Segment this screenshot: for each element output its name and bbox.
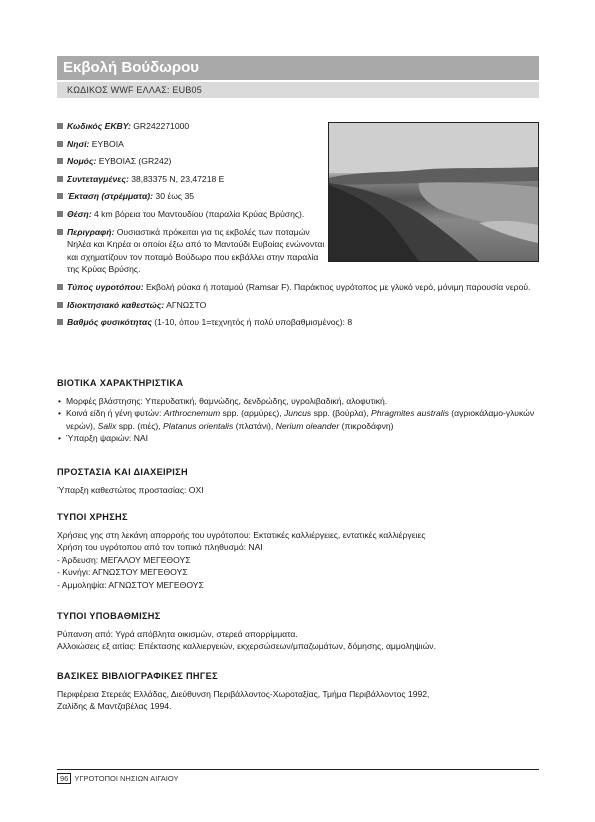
field-value: ΕΥΒΟΙΑ <box>89 138 124 149</box>
field-coordinates <box>57 173 327 186</box>
section-line: Ρύπανση από: Υγρά απόβλητα οικισμών, στερεά απορρίμματα. <box>57 628 298 639</box>
page-number: 96 <box>57 773 71 784</box>
section-line: Χρήση του υγρότοπου από τον τοπικό πληθυσμό: ΝΑΙ <box>57 542 263 553</box>
field-value: GR242271000 <box>130 121 190 131</box>
field-value: (1-10, όπου 1=τεχνητός ή πολύ υποβαθμισμένος): 8 <box>151 317 353 328</box>
field-island <box>57 138 327 151</box>
square-bullet-icon <box>57 158 63 164</box>
section-heading: ΤΥΠΟΙ ΧΡΗΣΗΣ <box>57 512 128 522</box>
species-common: (πικροδάφνη) <box>339 420 394 431</box>
field-prefecture <box>57 155 327 168</box>
section-uses <box>57 511 539 592</box>
species-name: Juncus <box>284 408 312 419</box>
field-label: Έκταση (στρέμματα): <box>67 191 154 202</box>
footer-text: ΥΓΡΟΤΟΠΟΙ ΝΗΣΙΩΝ ΑΙΓΑΙΟΥ <box>74 774 179 783</box>
section-degradation <box>57 610 539 653</box>
list-item: • Ύπαρξη ψαριών: ΝΑΙ <box>57 432 539 445</box>
square-bullet-icon <box>57 319 63 325</box>
species-name: Phragmites australis <box>371 408 449 419</box>
section-line: Ζαλίδης & Μαντζαβέλας 1994. <box>57 701 172 712</box>
field-label: Περιγραφή: <box>67 226 115 237</box>
section-protection <box>57 466 539 496</box>
species-common: spp. (ιτιές), <box>116 420 164 431</box>
section-line: - Αμμοληψία: ΑΓΝΩΣΤΟΥ ΜΕΓΕΘΟΥΣ <box>57 579 204 590</box>
list-item: • Μορφές βλάστησης: Υπερυδατική, θαμνώδης, δενδρώδης, υγρολιβαδική, αλοφυτική. <box>57 395 539 408</box>
field-label: Ιδιοκτησιακό καθεστώς: <box>67 299 165 310</box>
field-label: Νησί: <box>67 138 90 149</box>
square-bullet-icon <box>57 211 63 217</box>
section-heading: ΠΡΟΣΤΑΣΙΑ ΚΑΙ ΔΙΑΧΕΙΡΙΣΗ <box>57 467 188 477</box>
section-line: - Κυνήγι: ΑΓΝΩΣΤΟΥ ΜΕΓΕΘΟΥΣ <box>57 567 188 578</box>
field-ekby <box>57 120 327 133</box>
square-bullet-icon <box>57 123 63 129</box>
species-common: (αγριοκάλαμο-γλυκών νερών), <box>66 408 535 431</box>
species-name: Nerium oleander <box>275 420 340 431</box>
section-references <box>57 670 539 713</box>
field-label: Κωδικός ΕΚΒΥ: <box>67 121 131 131</box>
field-location <box>57 208 327 221</box>
species-prefix: Κοινά είδη ή γένη φυτών: <box>66 408 164 419</box>
section-heading: ΒΑΣΙΚΕΣ ΒΙΒΛΙΟΓΡΑΦΙΚΕΣ ΠΗΓΕΣ <box>57 671 218 681</box>
footer-divider <box>57 769 539 770</box>
species-common: spp. (βούρλα), <box>311 408 372 419</box>
field-naturalness <box>57 316 539 329</box>
section-biotic <box>57 377 539 445</box>
square-bullet-icon <box>57 284 63 290</box>
section-line: - Άρδευση: ΜΕΓΑΛΟΥ ΜΕΓΕΘΟΥΣ <box>57 554 191 565</box>
square-bullet-icon <box>57 176 63 182</box>
section-heading: ΤΥΠΟΙ ΥΠΟΒΑΘΜΙΣΗΣ <box>57 611 161 621</box>
section-line: Αλλοιώσεις εξ αιτίας: Επέκτασης καλλιεργειών, εκχερσώσεων/μπαζωμάτων, δόμησης, αμμοληψιών. <box>57 641 436 652</box>
square-bullet-icon <box>57 229 63 235</box>
field-value: Ουσιαστικά πρόκειται για τις εκβολές των ποταμών Νηλέα και Κηρέα οι οποίοι έξω από το Μαντούδι Ευβοίας ενώνονται και σχηματίζουν τον ποταμό Βούδωρο που εκβάλλει στην παραλία της Κρύας Βρύσης. <box>67 226 325 275</box>
field-value: 4 km βόρεια του Μαντουδίου (παραλία Κρύας Βρύσης). <box>91 208 305 219</box>
field-value: ΕΥΒΟΙΑΣ (GR242) <box>96 156 172 167</box>
square-bullet-icon <box>57 193 63 199</box>
field-value: ΑΓΝΩΣΤΟ <box>164 299 207 310</box>
field-value: 30 έως 35 <box>153 191 195 202</box>
field-value: Εκβολή ρύακα ή ποταμού (Ramsar F). Παράκτιος υγρότοπος με γλυκό νερό, μόνιμη παρουσία νερού. <box>143 281 531 292</box>
biotic-list <box>57 395 539 445</box>
species-common: spp. (αρμύρες), <box>220 408 284 419</box>
field-label: Συντεταγμένες: <box>67 173 129 184</box>
wwf-code: ΚΩΔΙΚΟΣ WWF ΕΛΛΑΣ: EUB05 <box>57 82 539 98</box>
field-value: 38,83375 N, 23,47218 E <box>128 173 225 184</box>
species-common: (πλατάνι), <box>233 420 276 431</box>
species-name: Platanus orientalis <box>163 420 234 431</box>
square-bullet-icon <box>57 141 63 147</box>
field-area <box>57 190 327 203</box>
field-label: Νομός: <box>67 156 97 167</box>
species-name: Salix <box>97 420 117 431</box>
list-item <box>57 407 539 432</box>
field-ownership <box>57 299 539 312</box>
field-wetland-type <box>57 281 539 294</box>
section-line: Περιφέρεια Στερεάς Ελλάδας, Διεύθυνση Περιβάλλοντος-Χωροταξίας, Τμήμα Περιβάλλοντος 1992, <box>57 688 430 699</box>
page-footer <box>57 774 178 784</box>
section-text: Ύπαρξη καθεστώτος προστασίας: ΟΧΙ <box>57 484 204 495</box>
species-name: Arthrocnemum <box>163 408 221 419</box>
page-title: Εκβολή Βούδωρου <box>57 56 539 80</box>
section-line: Χρήσεις γης στη λεκάνη απορροής του υγρότοπου: Εκτατικές καλλιέργειες, εντατικές καλλιέργειες <box>57 529 426 540</box>
field-label: Θέση: <box>67 208 92 219</box>
section-heading: ΒΙΟΤΙΚΑ ΧΑΡΑΚΤΗΡΙΣΤΙΚΑ <box>57 378 184 388</box>
field-label: Βαθμός φυσικότητας <box>67 317 152 328</box>
square-bullet-icon <box>57 302 63 308</box>
wetland-fields <box>57 120 539 334</box>
field-label: Τύπος υγροτόπου: <box>67 281 144 292</box>
field-description <box>57 226 327 276</box>
